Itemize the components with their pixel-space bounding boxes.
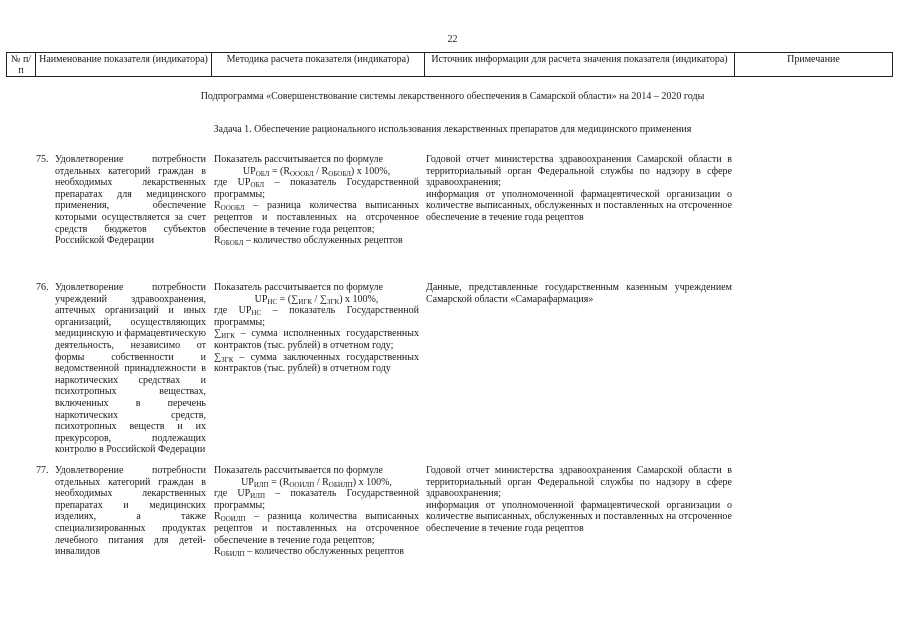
- header-col-method: Методика расчета показателя (индикатора): [212, 53, 425, 77]
- information-source: Годовой отчет министерства здравоохранения Самарской области в территориальный орган Федеральной службы по надзору в сфере здравоохранения; информация от уполномоченной фармацевтической организации о количестве выписанных, обслуженных и поставленных на отсроченное обеспечение в течение года рецептов: [426, 154, 732, 223]
- header-col-note: Примечание: [735, 53, 893, 77]
- method-intro: Показатель рассчитывается по формуле: [214, 154, 383, 165]
- page-number: 22: [447, 34, 458, 45]
- method-intro: Показатель рассчитывается по формуле: [214, 282, 383, 293]
- table-header: [6, 52, 893, 77]
- method-definition: $\sum_{ЗГК}$ – сумма заключенных государственных контрактов (тыс. рублей) в отчетном году: [214, 351, 419, 375]
- subprogram-title: Подпрограмма «Совершенствование системы лекарственного обеспечения в Самарской области» на 2014 – 2020 годы: [200, 91, 705, 102]
- indicator-name: Удовлетворение потребности отдельных категорий граждан в необходимых лекарственных препаратах и медицинских изделиях, а также специализированных продуктах лечебного питания для детей-инвалидов: [55, 465, 206, 558]
- header-col-number: № п/п: [7, 53, 36, 77]
- header-col-name: Наименование показателя (индикатора): [36, 53, 212, 77]
- indicator-name: Удовлетворение потребности отдельных категорий граждан в необходимых лекарственных препаратах для медицинского применения, обеспечение которыми осуществляется за счет средств бюджетов субъектов Российской Федерации: [55, 154, 206, 247]
- formula: $UP_{НС} = (\sum_{ИГК} / \sum_{ЗГК})$ x 100%,: [254, 293, 379, 306]
- task-title: Задача 1. Обеспечение рационального использования лекарственных препаратов для медицинского применения: [213, 124, 692, 135]
- information-source: Данные, представленные государственным казенным учреждением Самарской области «Самарафармация»: [426, 282, 732, 305]
- calculation-method: [214, 465, 419, 558]
- method-definition: $R_{ОБОБЛ}$ – количество обслуженных рецептов: [214, 235, 403, 248]
- method-definition: $R_{ООИЛП}$ – разница количества выписанных рецептов и поставленных на отсроченное обеспечение в течение года рецептов;: [214, 511, 419, 546]
- method-definition: где $UP_{НС}$ – показатель Государственной программы;: [214, 305, 419, 328]
- information-source: Годовой отчет министерства здравоохранения Самарской области в территориальный орган Федеральной службы по надзору в сфере здравоохранения; информация от уполномоченной фармацевтической организации о количестве выписанных, обслуженных и поставленных на отсроченное обеспечение в течение года рецептов: [426, 465, 732, 534]
- method-definition: $R_{ОБИЛП}$ – количество обслуженных рецептов: [214, 546, 404, 559]
- row-number: 76.: [36, 282, 49, 293]
- indicator-name: Удовлетворение потребности учреждений здравоохранения, аптечных организаций и иных организаций, осуществляющих медицинскую и фармацевтическую деятельность, независимо от формы собственности и ведомственной принадлежности в наркотических средствах и психотропных веществах, включенных в перечень наркотических средств, психотропных веществ и их прекурсоров, подлежащих контролю в Российской Федерации: [55, 282, 206, 456]
- formula: $UP_{ИЛП} = (R_{ООИЛП} / R_{ОБИЛП})$ x 100%,: [241, 476, 392, 489]
- method-definition: $\sum_{ИГК}$ – сумма исполненных государственных контрактов (тыс. рублей) в отчетном году;: [214, 328, 419, 351]
- row-number: 75.: [36, 154, 49, 165]
- calculation-method: [214, 154, 419, 247]
- method-intro: Показатель рассчитывается по формуле: [214, 465, 383, 476]
- formula: $UP_{ОБЛ} = (R_{ОООБЛ} / R_{ОБОБЛ})$ x 100%,: [242, 165, 391, 178]
- method-definition: где $UP_{ИЛП}$ – показатель Государственной программы;: [214, 488, 419, 511]
- method-definition: $R_{ОООБЛ}$ – разница количества выписанных рецептов и поставленных на отсроченное обеспечение в течение года рецептов;: [214, 200, 419, 235]
- header-col-source: Источник информации для расчета значения показателя (индикатора): [425, 53, 735, 77]
- calculation-method: [214, 282, 419, 375]
- row-number: 77.: [36, 465, 49, 476]
- method-definition: где $UP_{ОБЛ}$ – показатель Государственной программы;: [214, 177, 419, 200]
